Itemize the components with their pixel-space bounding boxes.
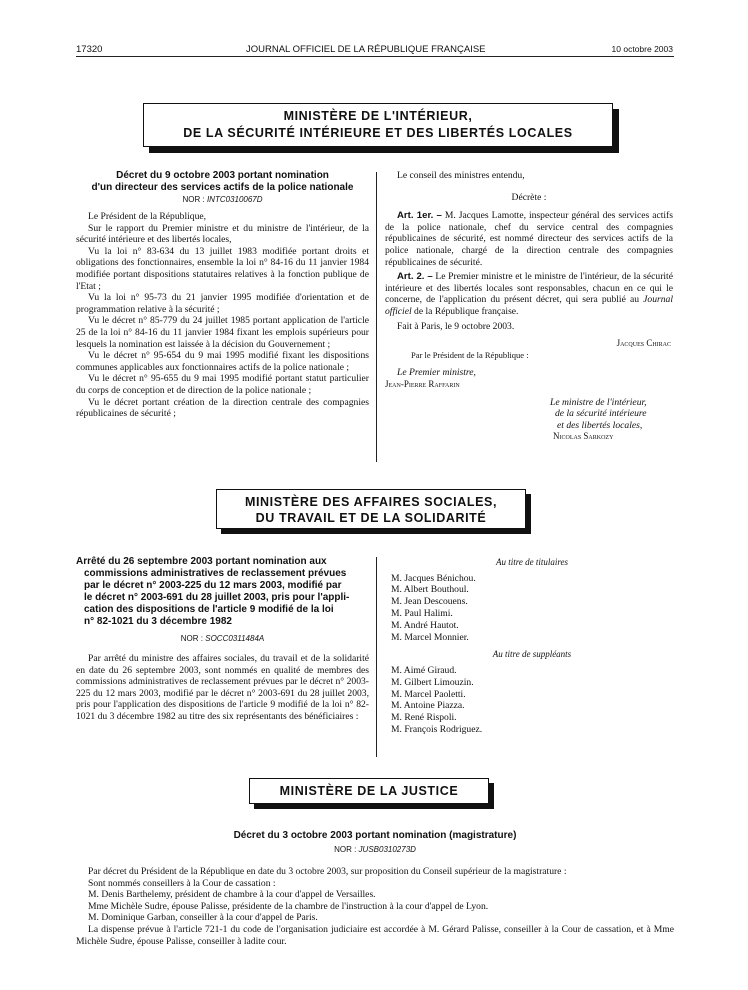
paragraph: Sont nommés conseillers à la Cour de cassation : [88, 877, 276, 889]
paragraph: M. Denis Barthelemy, président de chambre à la cour d'appel de Versailles. [88, 889, 376, 901]
arrete-title-line: le décret n° 2003-691 du 28 juillet 2003, pris pour l'appli- [84, 592, 350, 603]
journal-title: JOURNAL OFFICIEL DE LA RÉPUBLIQUE FRANÇAISE [246, 44, 486, 55]
arrete-title-line: n° 82-1021 du 3 décembre 1982 [84, 616, 232, 627]
paragraph: Sur le rapport du Premier ministre et du ministre de l'intérieur, de la sécurité intérieure et des libertés locales, [76, 222, 369, 246]
header-date: 10 octobre 2003 [611, 44, 673, 54]
minister-label: de la sécurité intérieure [555, 408, 647, 420]
arrete-title-line: par le décret n° 2003-225 du 12 mars 2003, modifié par [84, 580, 342, 591]
ministry-heading-interieur [143, 103, 613, 147]
titulaires-list [391, 573, 673, 644]
arrete-body [76, 653, 369, 723]
arrete-title-line: commissions administratives de reclassement prévues [84, 568, 347, 579]
journal-name: Journal officiel [385, 294, 673, 317]
suppleants-heading: Au titre de suppléants [492, 649, 572, 660]
ministry-line: MINISTÈRE DES AFFAIRES SOCIALES, [244, 495, 498, 509]
premier-ministre-label: Le Premier ministre, [397, 367, 476, 379]
page-number: 17320 [76, 44, 103, 55]
ministry-line: DU TRAVAIL ET DE LA SOLIDARITÉ [255, 511, 487, 525]
paragraph: M. Dominique Garban, conseiller à la cour d'appel de Paris. [88, 912, 318, 924]
paragraph: La dispense prévue à l'article 721-1 du code de l'organisation judiciaire est accordée à M. Gérard Palisse, conseiller à la Cour de cassation, et à Mme Michèle Sudre, épouse Palisse, conseiller à ladite cour. [76, 923, 674, 947]
paragraph: Vu le décret n° 95-655 du 9 mai 1995 modifié portant statut particulier du corps de conception et de direction de la police nationale ; [76, 373, 369, 396]
ministry-line: MINISTÈRE DE LA JUSTICE [279, 784, 459, 798]
signature-president: Jacques Chirac [616, 338, 671, 349]
decree-right-column [385, 170, 673, 443]
decree-enactment [385, 170, 673, 332]
paragraph: Vu le décret n° 85-779 du 24 juillet 1985 portant application de l'article 25 de la loi n° 84-16 du 11 janvier 1984 fixant les emplois supérieurs pour lesquels la nomination est laissée à la décision du Gouvernement ; [76, 315, 369, 350]
nor-label: NOR : [182, 195, 205, 204]
arrete-title [76, 556, 369, 628]
arrete-right-column [391, 557, 673, 736]
ministry-heading-justice [249, 778, 489, 804]
list-item: M. Jean Descouens. [391, 596, 468, 608]
list-item: M. Marcel Monnier. [391, 631, 469, 643]
paragraph: Par arrêté du ministre des affaires sociales, du travail et de la solidarité en date du 26 septembre 2003, sont nommés en qualité de membres des commissions administratives de reclassement prévues par le décret n° 2003-225 du 12 mars 2003, modifié par le décret n° 2003-691 du 28 juillet 2003, pris pour l'application des dispositions de l'article 9 modifié de la loi n° 82-1021 du 3 décembre 1982 au titre des six représentants des bénéficiaires : [76, 653, 369, 722]
article-label: Art. 1er. – [397, 210, 442, 222]
minister-label: Le ministre de l'intérieur, [550, 396, 647, 408]
decree-title: Décret du 3 octobre 2003 portant nomination (magistrature) [233, 830, 517, 841]
nor-code: INTC0310067D [206, 195, 263, 204]
paragraph: Par décret du Président de la République en date du 3 octobre 2003, sur proposition du Conseil supérieur de la magistrature : [88, 866, 567, 877]
article-label: Art. 2. – [397, 271, 433, 283]
signature-minister: Nicolas Sarkozy [553, 431, 614, 442]
titulaires-heading: Au titre de titulaires [495, 557, 569, 567]
list-item: M. Albert Bouthoul. [391, 584, 469, 596]
list-item: M. René Rispoli. [391, 712, 457, 724]
list-item: M. André Hautot. [391, 619, 459, 631]
column-divider [376, 557, 377, 757]
decree-title-line: d'un directeur des services actifs de la police nationale [91, 182, 354, 193]
article-text: M. Jacques Lamotte, inspecteur général des services actifs de la police nationale, chef du service central des compagnies républicaines de sécurité, est nommé directeur des services actifs de la police nationale, chargé de la direction centrale des compagnies républicaines de sécurité. [385, 210, 673, 268]
list-item: M. Antoine Piazza. [391, 700, 465, 712]
paragraph: Vu la loi n° 95-73 du 21 janvier 1995 modifiée d'orientation et de programmation relative à la sécurité ; [76, 292, 369, 315]
decree-justice-body [76, 866, 674, 947]
list-item: M. François Rodriguez. [391, 723, 483, 735]
arrete-title-line: Arrêté du 26 septembre 2003 portant nomination aux [76, 556, 327, 567]
nor-reference [76, 195, 369, 204]
arrete-left-column [76, 556, 369, 723]
ministry-line: DE LA SÉCURITÉ INTÉRIEURE ET DES LIBERTÉS LOCALES [183, 126, 573, 140]
paragraph: Vu le décret portant création de la direction centrale des compagnies républicaines de sécurité ; [76, 396, 369, 420]
decree-preamble [76, 211, 369, 420]
list-item: M. Aimé Giraud. [391, 664, 457, 676]
nor-label: NOR : [180, 634, 203, 643]
decree-title-line: Décret du 9 octobre 2003 portant nomination [116, 170, 329, 181]
council-line: Le conseil des ministres entendu, [397, 170, 525, 181]
list-item: M. Paul Halimi. [391, 607, 453, 619]
suppleants-list [391, 665, 673, 736]
arrete-title-line: cation des dispositions de l'article 9 modifié de la loi [84, 604, 334, 615]
done-at: Fait à Paris, le 9 octobre 2003. [397, 320, 515, 332]
ministry-heading-affaires-sociales [216, 489, 526, 529]
column-divider [376, 172, 377, 462]
article-text: Le Premier ministre et le ministre de l'intérieur, de la sécurité intérieure et des libertés locales sont responsables, chacun en ce qui le concerne, de l'application du présent décret, qui sera publié au [385, 271, 673, 306]
decree-title [76, 170, 369, 194]
paragraph: Vu le décret n° 95-654 du 9 mai 1995 modifié fixant les dispositions communes applicables aux fonctionnaires actifs de la police nationale ; [76, 350, 369, 373]
article-text: de la République française. [411, 305, 519, 317]
signature-premier-ministre: Jean-Pierre Raffarin [385, 378, 460, 389]
nor-reference [76, 845, 674, 854]
par-le-president: Par le Président de la République : [411, 349, 529, 360]
decrete: Décrète : [511, 191, 547, 203]
minister-label: et des libertés locales, [557, 419, 643, 431]
paragraph: Vu la loi n° 83-634 du 13 juillet 1983 modifiée portant droits et obligations des fonctionnaires, ensemble la loi n° 84-16 du 11 janvier 1984 modifiée portant dispositions statutaires relatives à la fonction publique de l'Etat ; [76, 245, 369, 292]
decree-left-column [76, 170, 369, 420]
paragraph: Le Président de la République, [88, 211, 207, 222]
list-item: M. Marcel Paoletti. [391, 688, 466, 700]
list-item: M. Gilbert Limouzin. [391, 676, 474, 688]
list-item: M. Jacques Bénichou. [391, 572, 476, 584]
article-2 [385, 271, 673, 317]
article-1 [385, 210, 673, 268]
nor-code: JUSB0310273D [358, 845, 416, 854]
nor-reference [76, 634, 369, 643]
paragraph: Mme Michèle Sudre, épouse Palisse, présidente de la chambre de l'instruction à la cour d'appel de Lyon. [88, 900, 489, 912]
header-rule [76, 56, 674, 57]
ministry-line: MINISTÈRE DE L'INTÉRIEUR, [283, 109, 473, 123]
nor-code: SOCC0311484A [205, 634, 265, 643]
nor-label: NOR : [334, 845, 357, 854]
